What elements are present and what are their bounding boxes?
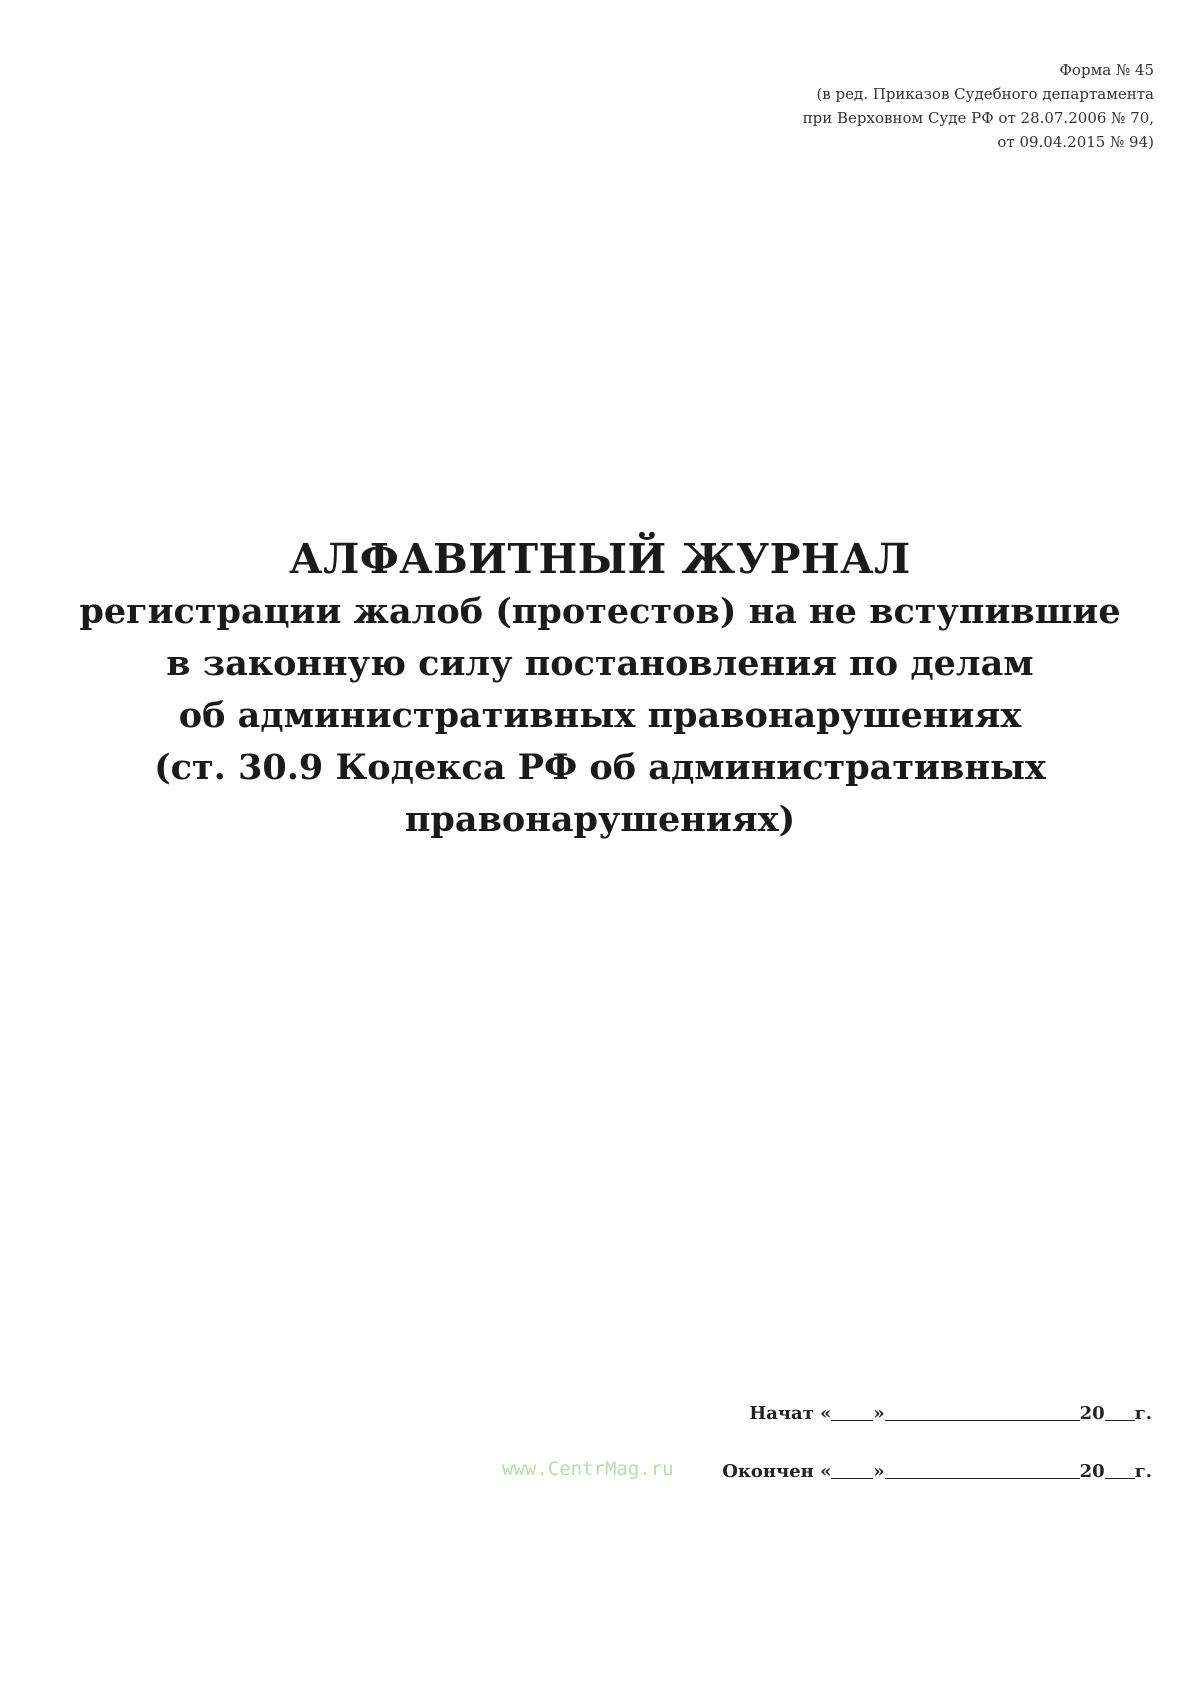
journal-subtitle-line-5: правонарушениях) xyxy=(404,799,796,840)
journal-subtitle-line-4: (ст. 30.9 Кодекса РФ об административных xyxy=(154,747,1046,788)
finished-month-blank[interactable] xyxy=(885,1460,1080,1479)
date-fields xyxy=(722,1400,1152,1516)
finished-date-row xyxy=(722,1458,1152,1516)
finished-century: 20 xyxy=(1079,1461,1105,1482)
finished-year-blank[interactable] xyxy=(1105,1460,1135,1479)
started-label: Начат xyxy=(749,1403,814,1424)
form-edition-line-1: (в ред. Приказов Судебного департамента xyxy=(816,85,1154,103)
journal-subtitle-line-1: регистрации жалоб (протестов) на не вступившие xyxy=(79,591,1121,632)
started-open-quote: « xyxy=(820,1403,832,1424)
journal-subtitle-line-3: об административных правонарушениях xyxy=(178,695,1022,736)
finished-year-suffix: г. xyxy=(1134,1461,1152,1482)
started-close-quote: » xyxy=(873,1403,885,1424)
form-number: Форма № 45 xyxy=(1059,61,1154,79)
form-header xyxy=(803,58,1154,154)
started-century: 20 xyxy=(1079,1403,1105,1424)
finished-open-quote: « xyxy=(820,1461,832,1482)
finished-day-blank[interactable] xyxy=(831,1460,873,1479)
finished-label: Окончен xyxy=(722,1461,814,1482)
started-date-row xyxy=(722,1400,1152,1458)
started-year-suffix: г. xyxy=(1134,1403,1152,1424)
title-block xyxy=(0,532,1200,846)
started-month-blank[interactable] xyxy=(885,1402,1080,1421)
journal-title: АЛФАВИТНЫЙ ЖУРНАЛ xyxy=(289,535,911,583)
started-day-blank[interactable] xyxy=(831,1402,873,1421)
form-edition-line-3: от 09.04.2015 № 94) xyxy=(997,133,1154,151)
form-edition-line-2: при Верховном Суде РФ от 28.07.2006 № 70, xyxy=(802,109,1154,127)
watermark: www.CentrMag.ru xyxy=(502,1458,674,1480)
started-year-blank[interactable] xyxy=(1105,1402,1135,1421)
journal-subtitle-line-2: в законную силу постановления по делам xyxy=(166,643,1034,684)
finished-close-quote: » xyxy=(873,1461,885,1482)
